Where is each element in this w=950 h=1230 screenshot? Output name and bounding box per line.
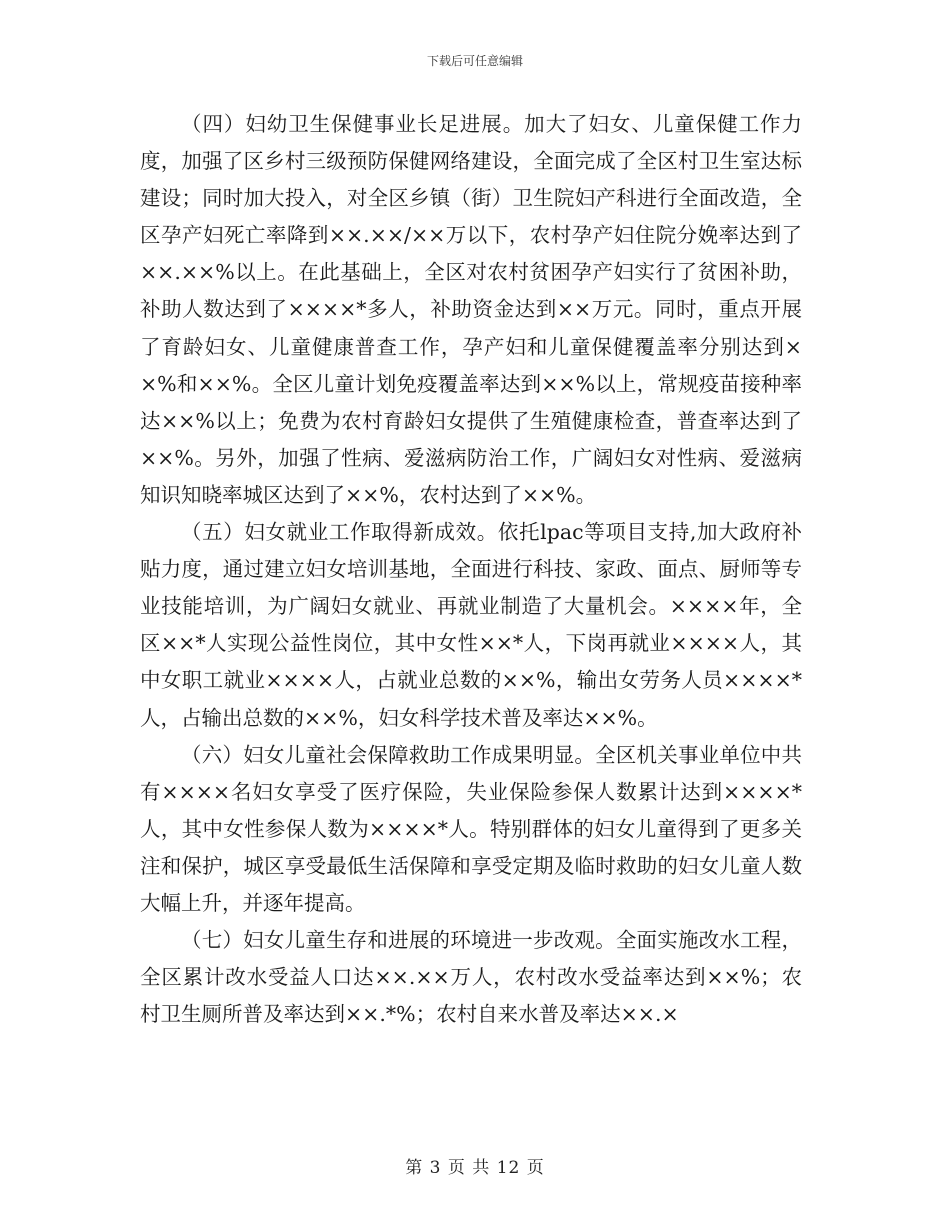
paragraph-section-7: （七）妇女儿童生存和进展的环境进一步改观。全面实施改水工程，全区累计改水受益人口达××.××万人，农村改水受益率达到××%；农村卫生厕所普及率达到××.*%；农村自来水普及率达××.× — [140, 928, 802, 1027]
page-number-footer: 第 3 页 共 12 页 — [405, 1158, 545, 1178]
page-header-note: 下载后可任意编辑 — [426, 54, 523, 68]
document-body — [140, 106, 802, 1033]
paragraph-section-5: （五）妇女就业工作取得新成效。依托lpac等项目支持,加大政府补贴力度，通过建立妇女培训基地，全面进行科技、家政、面点、厨师等专业技能培训，为广阔妇女就业、再就业制造了大量机会。××××年，全区××*人实现公益性岗位，其中女性××*人，下岗再就业××××人，其中女职工就业××××人，占就业总数的××%，输出女劳务人员××××*人，占输出总数的××%，妇女科学技术普及率达××%。 — [140, 520, 802, 730]
paragraph-section-6: （六）妇女儿童社会保障救助工作成果明显。全区机关事业单位中共有××××名妇女享受了医疗保险，失业保险参保人数累计达到××××*人，其中女性参保人数为××××*人。特别群体的妇女儿童得到了更多关注和保护，城区享受最低生活保障和享受定期及临时救助的妇女儿童人数大幅上升，并逐年提高。 — [140, 742, 802, 915]
paragraph-section-4: （四）妇幼卫生保健事业长足进展。加大了妇女、儿童保健工作力度，加强了区乡村三级预防保健网络建设，全面完成了全区村卫生室达标建设；同时加大投入，对全区乡镇（街）卫生院妇产科进行全面改造，全区孕产妇死亡率降到××.××/××万以下，农村孕产妇住院分娩率达到了××.××%以上。在此基础上，全区对农村贫困孕产妇实行了贫困补助，补助人数达到了××××*多人，补助资金达到××万元。同时，重点开展了育龄妇女、儿童健康普查工作，孕产妇和儿童保健覆盖率分别达到××%和××%。全区儿童计划免疫覆盖率达到××%以上，常规疫苗接种率达××%以上；免费为农村育龄妇女提供了生殖健康检查，普查率达到了××%。另外，加强了性病、爱滋病防治工作，广阔妇女对性病、爱滋病知识知晓率城区达到了××%，农村达到了××%。 — [140, 112, 802, 507]
